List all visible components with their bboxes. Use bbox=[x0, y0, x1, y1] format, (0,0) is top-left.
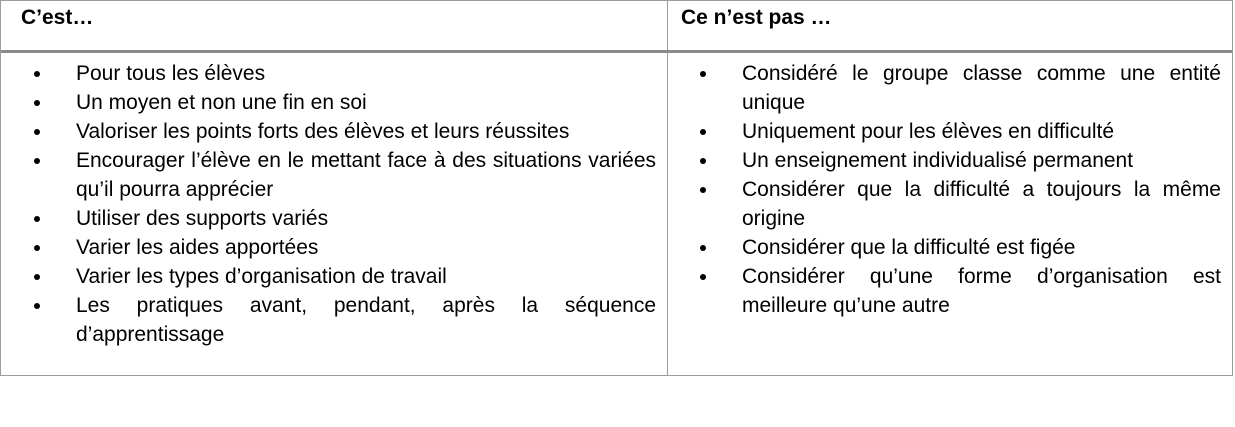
bullet-icon bbox=[31, 146, 43, 175]
ce-nest-pas-list bbox=[697, 59, 1221, 320]
list-item-text: Les pratiques avant, pendant, après la séquence d’apprentissage bbox=[76, 294, 656, 346]
list-item-text: Considéré le groupe classe comme une entité unique bbox=[742, 62, 1221, 114]
list-item bbox=[31, 233, 656, 262]
list-item bbox=[31, 262, 656, 291]
list-item bbox=[31, 291, 656, 349]
list-item-text: Pour tous les élèves bbox=[76, 62, 266, 85]
bullet-icon bbox=[697, 146, 709, 175]
bullet-icon bbox=[31, 291, 43, 320]
list-item-text: Un moyen et non une fin en soi bbox=[76, 91, 367, 114]
list-item bbox=[697, 59, 1221, 117]
bullet-icon bbox=[697, 233, 709, 262]
list-item-text: Considérer que la difficulté a toujours la même origine bbox=[742, 178, 1221, 230]
bullet-icon bbox=[31, 262, 43, 291]
bullet-icon bbox=[31, 59, 43, 88]
header-cest: C’est… bbox=[21, 6, 94, 29]
list-item-text: Considérer que la difficulté est figée bbox=[742, 236, 1076, 259]
list-item bbox=[31, 204, 656, 233]
list-item bbox=[697, 175, 1221, 233]
list-item-text: Un enseignement individualisé permanent bbox=[742, 149, 1134, 172]
column-divider bbox=[667, 1, 668, 375]
header-rule bbox=[1, 50, 1232, 53]
cest-list bbox=[31, 59, 656, 349]
list-item bbox=[31, 117, 656, 146]
list-item bbox=[31, 59, 656, 88]
bullet-icon bbox=[31, 117, 43, 146]
list-item-text: Valoriser les points forts des élèves et leurs réussites bbox=[76, 120, 570, 143]
list-item-text: Varier les aides apportées bbox=[76, 236, 319, 259]
bullet-icon bbox=[697, 59, 709, 88]
list-item bbox=[697, 233, 1221, 262]
list-item-text: Considérer qu’une forme d’organisation est meilleure qu’une autre bbox=[742, 265, 1221, 317]
bullet-icon bbox=[697, 175, 709, 204]
header-ce-nest-pas: Ce n’est pas … bbox=[681, 6, 832, 29]
list-item bbox=[697, 262, 1221, 320]
bullet-icon bbox=[31, 233, 43, 262]
bullet-icon bbox=[697, 262, 709, 291]
list-item bbox=[31, 146, 656, 204]
list-item-text: Utiliser des supports variés bbox=[76, 207, 329, 230]
bullet-icon bbox=[697, 117, 709, 146]
list-item-text: Encourager l’élève en le mettant face à des situations variées qu’il pourra apprécier bbox=[76, 149, 656, 201]
list-item-text: Varier les types d’organisation de travail bbox=[76, 265, 447, 288]
bullet-icon bbox=[31, 88, 43, 117]
list-item bbox=[31, 88, 656, 117]
bullet-icon bbox=[31, 204, 43, 233]
list-item bbox=[697, 117, 1221, 146]
list-item bbox=[697, 146, 1221, 175]
list-item-text: Uniquement pour les élèves en difficulté bbox=[742, 120, 1115, 143]
